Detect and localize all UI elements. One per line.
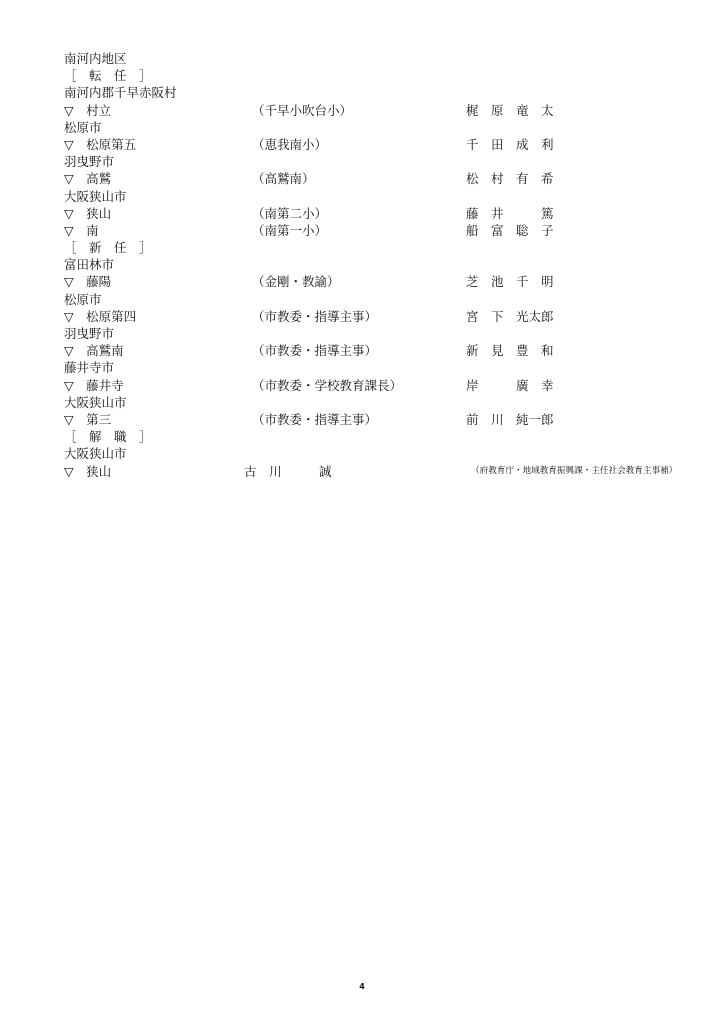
region-heading (64, 188, 704, 205)
school-name: ▽ 南 (64, 222, 99, 238)
person-name: 古 川 誠 (244, 463, 332, 479)
section-label: ［ 転 任 ］ (64, 68, 152, 84)
personnel-entry (64, 411, 704, 428)
section-heading (64, 67, 704, 84)
school-name: ▽ 高鷲南 (64, 343, 124, 359)
personnel-entry (64, 273, 704, 290)
school-name: ▽ 村立 (64, 102, 112, 118)
personnel-entry (64, 102, 704, 119)
region-label: 大阪狭山市 (64, 188, 127, 204)
personnel-entry (64, 136, 704, 153)
section-label: ［ 解 職 ］ (64, 429, 152, 445)
personnel-entry (64, 205, 704, 222)
previous-post: （金剛・教諭） (252, 274, 340, 290)
region-label: 南河内郡千早赤阪村 (64, 85, 177, 101)
retirement-entry (64, 463, 704, 480)
person-name: 藤 井 篤 (466, 205, 554, 221)
region-label: 南河内地区 (64, 51, 127, 66)
school-name: ▽ 高鷲 (64, 171, 112, 187)
section-heading (64, 239, 704, 256)
page-number: 4 (359, 982, 365, 991)
region-label: 松原市 (64, 291, 102, 307)
region-label: 藤井寺市 (64, 360, 115, 376)
person-name: 宮 下 光太郎 (466, 308, 554, 324)
previous-post: （市教委・学校教育課長） (252, 377, 403, 393)
region-label: 大阪狭山市 (64, 394, 127, 410)
previous-post: （恵我南小） (252, 136, 328, 152)
personnel-entry (64, 342, 704, 359)
person-name: 新 見 豊 和 (466, 343, 554, 359)
person-name: 前 川 純一郎 (466, 411, 554, 427)
person-name: 松 村 有 希 (466, 171, 554, 187)
personnel-entry (64, 308, 704, 325)
region-heading (64, 325, 704, 342)
section-heading (64, 428, 704, 445)
school-name: ▽ 第三 (64, 411, 112, 427)
previous-post: （市教委・指導主事） (252, 411, 378, 427)
region-heading (64, 394, 704, 411)
region-heading (64, 291, 704, 308)
region-heading (64, 359, 704, 376)
region-label: 羽曳野市 (64, 154, 115, 170)
personnel-entry (64, 170, 704, 187)
previous-post: （高鷲南） (252, 171, 315, 187)
region-label: 松原市 (64, 119, 102, 135)
person-name: 梶 原 竜 太 (466, 102, 554, 118)
region-label: 羽曳野市 (64, 326, 115, 341)
section-label: ［ 新 任 ］ (64, 240, 152, 256)
region-heading (64, 256, 704, 273)
region-label: 大阪狭山市 (64, 446, 127, 462)
school-name: ▽ 松原第四 (64, 308, 137, 324)
personnel-entry (64, 222, 704, 239)
previous-post: （千早小吹台小） (252, 102, 353, 118)
region-heading (64, 84, 704, 101)
region-heading (64, 50, 704, 67)
school-name: ▽ 松原第五 (64, 136, 137, 152)
school-name: ▽ 藤井寺 (64, 377, 124, 393)
previous-post: （市教委・指導主事） (252, 343, 378, 359)
personnel-entry (64, 377, 704, 394)
person-name: 岸 廣 幸 (466, 377, 554, 393)
previous-post: （南第一小） (252, 222, 328, 238)
previous-post: （市教委・指導主事） (252, 308, 378, 324)
personnel-list (64, 50, 704, 480)
school-name: ▽ 狭山 (64, 463, 112, 479)
person-name: 船 富 聡 子 (466, 222, 554, 238)
region-label: 富田林市 (64, 257, 115, 273)
new-post-note: （府教育庁・地域教育振興課・主任社会教育主事補） (471, 465, 678, 476)
person-name: 芝 池 千 明 (466, 274, 554, 290)
previous-post: （南第二小） (252, 205, 328, 221)
region-heading (64, 445, 704, 462)
school-name: ▽ 藤陽 (64, 274, 112, 290)
region-heading (64, 153, 704, 170)
region-heading (64, 119, 704, 136)
school-name: ▽ 狭山 (64, 205, 112, 221)
person-name: 千 田 成 利 (466, 136, 554, 152)
